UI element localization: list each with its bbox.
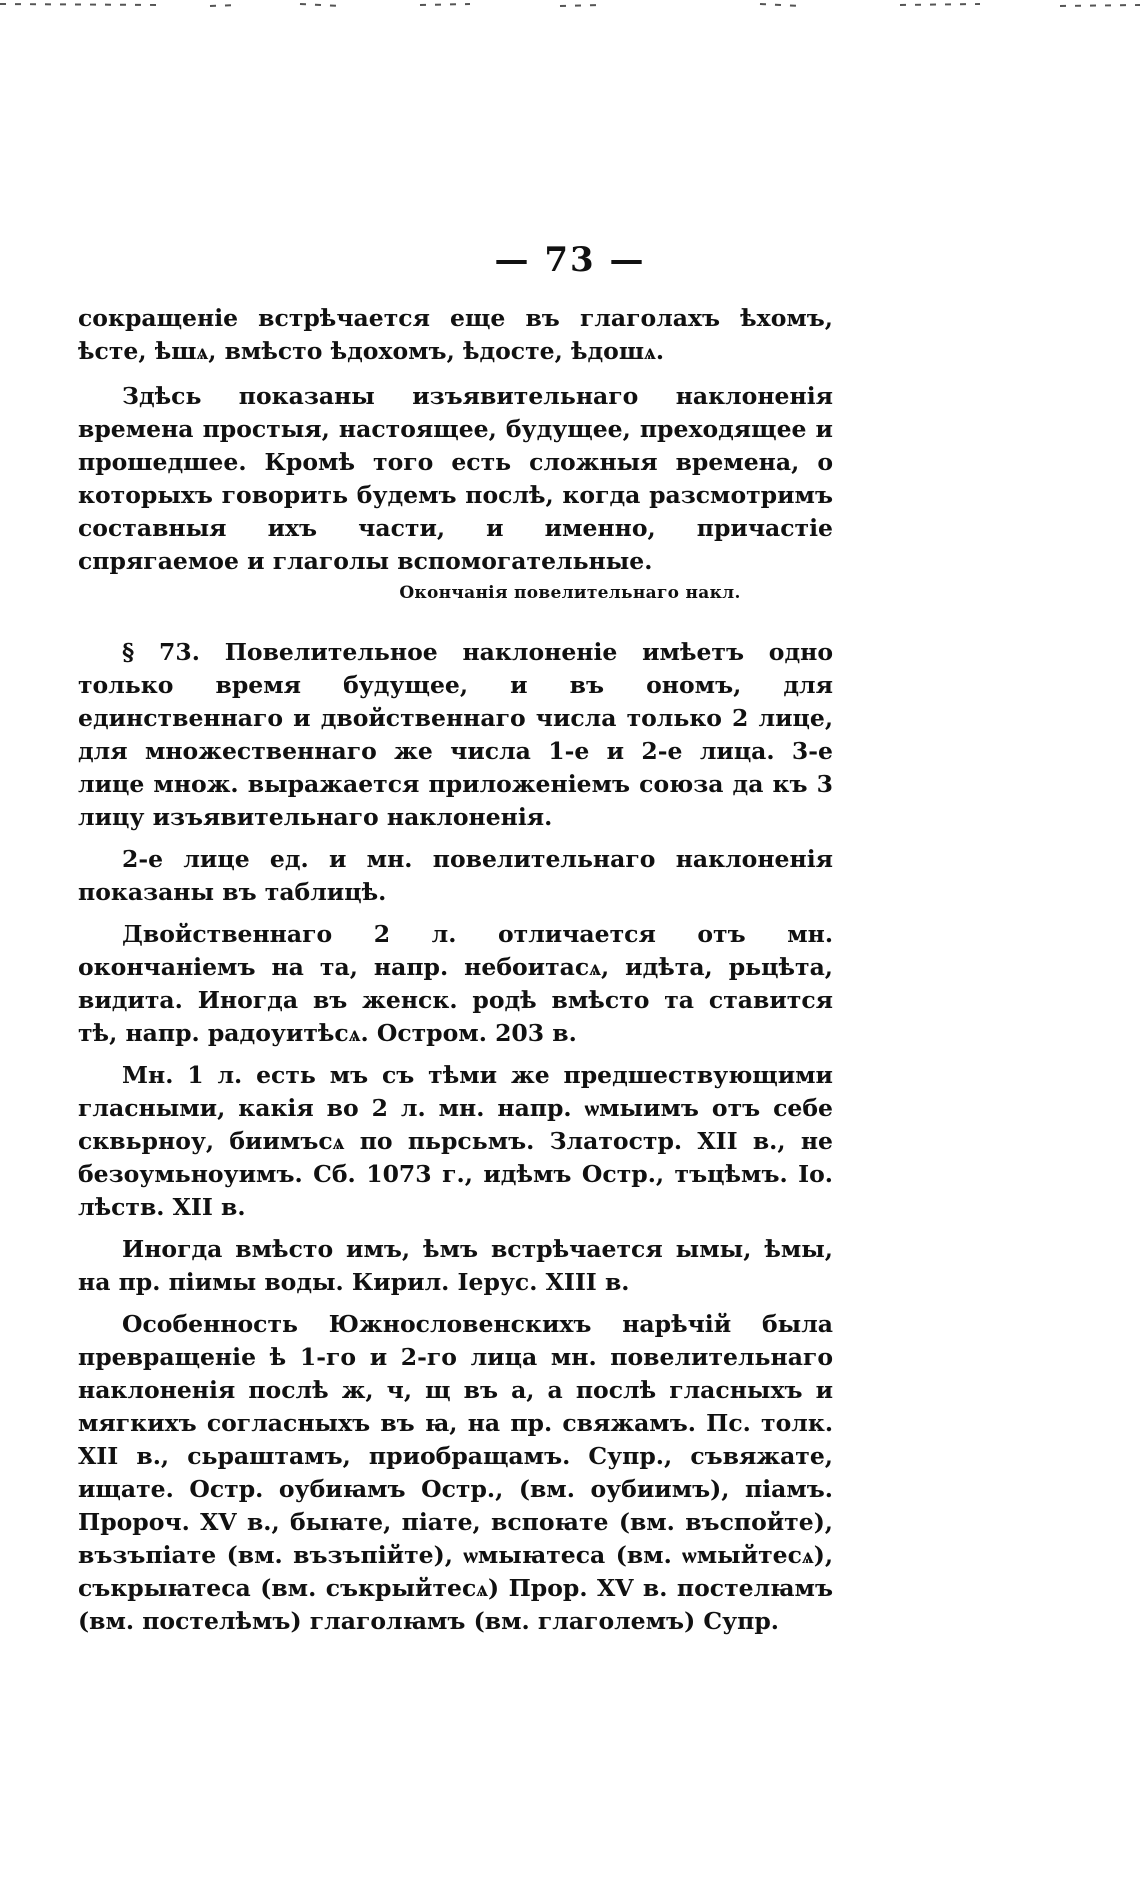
tenses-text [78, 380, 833, 578]
paragraph-plural-first: Мн. 1 л. есть мъ съ тѣми же предшествующими гласными, какія во 2 л. мн. напр. ѡмыимъ отъ себе сквьрноу, биимъсѧ по пьрсьмъ. Златостр. XII в., не безоумьноуимъ. Сб. 1073 г., идѣмъ Остр., тъцѣмъ. Іо. лѣств. XII в. [78, 1061, 833, 1221]
intro-text [78, 302, 833, 368]
paragraph-tenses: Здѣсь показаны изъявительнаго наклоненія времена простыя, настоящее, будущее, преходящее и прошедшее. Кромѣ того есть сложныя времена, о которыхъ говорить будемъ послѣ, когда разсмотримъ составныя ихъ части, и именно, причастіе спрягаемое и глаголы вспомогательные. [78, 382, 833, 575]
scan-noise [0, 0, 1140, 14]
page-number: — 73 — [494, 240, 646, 280]
paragraph-second-person: 2-е лице ед. и мн. повелительнаго наклоненія показаны въ таблицѣ. [78, 845, 833, 906]
paragraph-sometimes: Иногда вмѣсто имъ, ѣмъ встрѣчается ымы, ѣмы, на пр. піимы воды. Кирил. Іерус. XIII в. [78, 1235, 833, 1296]
paragraph-intro: сокращеніе встрѣчается еще въ глаголахъ ѣхомъ, ѣсте, ѣшѧ, вмѣсто ѣдохомъ, ѣдосте, ѣдошѧ. [78, 304, 833, 365]
paragraph-section-73: § 73. Повелительное наклоненіе имѣетъ одно только время будущее, и въ ономъ, для единственнаго и двойственнаго числа только 2 лице, для множественнаго же числа 1-е и 2-е лица. 3-е лице множ. выражается приложеніемъ союза да къ 3 лицу изъявительнаго наклоненія. [78, 638, 833, 831]
section-body [78, 636, 833, 1638]
paragraph-south-slavic-feature: Особенность Южнословенскихъ нарѣчій была превращеніе ѣ 1-го и 2-го лица мн. повелительнаго наклоненія послѣ ж, ч, щ въ а, а послѣ гласныхъ и мягкихъ согласныхъ въ ꙗ, на пр. свяжамъ. Пс. толк. XII в., сьраштамъ, приобращамъ. Супр., съвяжате, ищате. Остр. оубиꙗмъ Остр., (вм. оубиимъ), піамъ. Пророч. XV в., быꙗте, піате, вспоꙗте (вм. въспойте), възъпіате (вм. възъпійте), ѡмыꙗтеса (вм. ѡмыйтесѧ), съкрыꙗтеса (вм. съкрыйтесѧ) Прор. XV в. постелꙗмъ (вм. постелѣмъ) глаголꙗмъ (вм. глаголемъ) Супр. [78, 1310, 833, 1635]
section-heading: Окончанія повелительнаго накл. [399, 583, 741, 603]
paragraph-dual: Двойственнаго 2 л. отличается отъ мн. окончаніемъ на та, напр. небоитасѧ, идѣта, рьцѣта, видита. Иногда въ женск. родѣ вмѣсто та ставится тѣ, напр. радоуитѣсѧ. Остром. 203 в. [78, 920, 833, 1047]
